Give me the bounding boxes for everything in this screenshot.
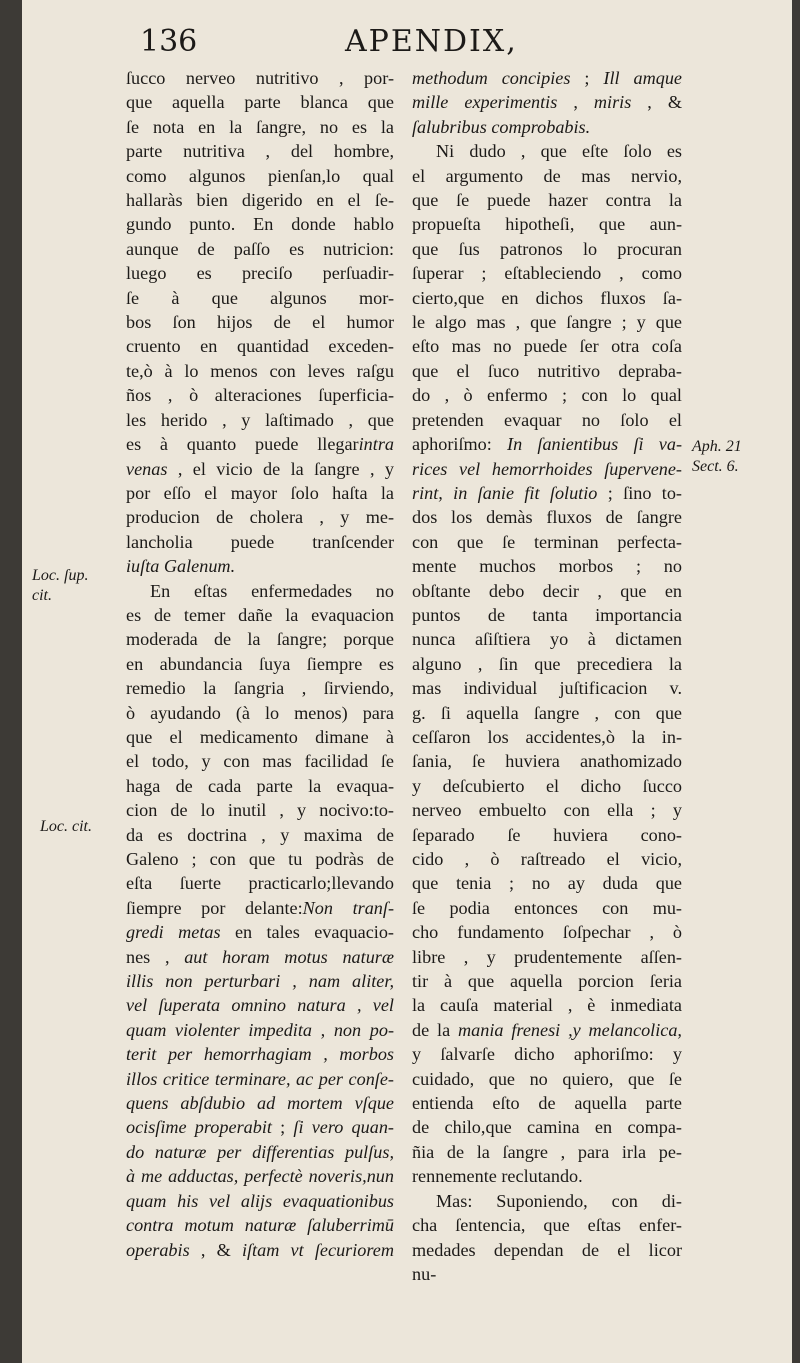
text-line <box>126 652 394 676</box>
text-run: ſucco nerveo nutritivo , por- <box>126 68 394 88</box>
text-run: el todo, y con mas facilidad ſe <box>126 751 394 772</box>
text-line <box>412 66 682 90</box>
text-line <box>412 798 682 822</box>
italic-run: iſtam vt ſecuriorem <box>241 1239 394 1260</box>
text-line <box>412 652 682 676</box>
text-line <box>412 603 682 627</box>
text-line <box>126 1067 394 1091</box>
text-run: ; ſino to- <box>597 482 682 503</box>
text-line <box>126 481 394 505</box>
text-run: ſe podia entonces con mu- <box>412 897 682 918</box>
text-run: en tales evaquacio- <box>220 922 394 943</box>
text-run: como algunos pienſan,lo qual <box>126 165 394 186</box>
text-run: , & <box>631 92 682 113</box>
italic-run: aut horam motus naturæ <box>184 946 394 967</box>
text-run: ſuperar ; eſtableciendo , como <box>412 263 682 284</box>
text-run: hallaràs bien digerido en el ſe- <box>126 190 394 211</box>
text-run: ſe à que algunos mor- <box>126 287 394 308</box>
text-line <box>126 261 394 285</box>
text-line <box>126 920 394 944</box>
text-run: gundo punto. En donde hablo <box>126 214 394 235</box>
text-line <box>412 579 682 603</box>
text-line <box>126 1018 394 1042</box>
text-run: por eſſo el mayor ſolo haſta la <box>126 482 394 503</box>
text-line <box>412 286 682 310</box>
page-header <box>140 24 720 68</box>
text-run: alguno , ſin que precediera la <box>412 653 682 674</box>
text-run: nes , <box>126 946 185 967</box>
text-line <box>412 90 682 114</box>
text-line <box>126 164 394 188</box>
text-line <box>412 383 682 407</box>
text-run: Galeno ; con que tu podràs de <box>126 849 394 869</box>
text-run: eſto mas no puede ſer otra coſa <box>412 336 682 357</box>
text-run: , <box>557 92 594 113</box>
text-line <box>412 774 682 798</box>
text-line <box>126 115 394 139</box>
italic-run: quam his vel alijs evaquationibus <box>126 1190 394 1211</box>
text-line <box>126 188 394 212</box>
text-run: les herido , y laſtimado , que <box>126 409 394 430</box>
page-number: 136 <box>140 24 198 59</box>
text-run: pretenden evaquar no ſolo el <box>412 409 682 430</box>
text-run: nunca aſiſtiera yo à dictamen <box>412 629 682 650</box>
italic-run: ſalubribus comprobabis. <box>412 116 591 137</box>
italic-run: quam violenter impedita , non po- <box>126 1019 394 1040</box>
text-line <box>412 1067 682 1091</box>
text-run: cion de lo inutil , y nocivo:to- <box>126 800 394 821</box>
italic-run: operabis <box>126 1239 190 1260</box>
italic-run: venas <box>126 458 168 479</box>
text-line <box>126 1115 394 1139</box>
text-run: puntos de tanta importancia <box>412 604 682 625</box>
text-line <box>126 676 394 700</box>
text-run: , el vicio de la ſangre , y <box>167 458 394 479</box>
margin-note-left-1 <box>32 566 88 606</box>
text-line <box>412 237 682 261</box>
text-line <box>126 1189 394 1213</box>
text-line <box>412 871 682 895</box>
text-line <box>126 237 394 261</box>
text-run: dos los demàs fluxos de ſangre <box>412 507 682 528</box>
text-line <box>126 383 394 407</box>
text-line <box>126 66 394 90</box>
text-run: ; <box>570 68 604 88</box>
text-line <box>126 1140 394 1164</box>
text-run: tir à que aquella porcion ſeria <box>412 971 682 992</box>
text-line <box>126 457 394 481</box>
italic-run: illis non perturbari , nam aliter, <box>126 971 394 992</box>
text-run: que tenia ; no ay duda que <box>412 873 682 894</box>
text-line <box>412 188 682 212</box>
italic-run: ſi vero quan- <box>293 1117 394 1138</box>
text-run: producion de cholera , y me- <box>126 507 394 528</box>
text-line <box>126 286 394 310</box>
text-line <box>126 530 394 554</box>
text-run: aunque de paſſo es nutricion: <box>126 238 394 259</box>
right-text-column <box>412 66 682 1286</box>
text-run: es de temer dañe la evaquacion <box>126 604 394 625</box>
text-line <box>126 334 394 358</box>
text-line <box>126 896 394 920</box>
text-run: remedio la ſangria , ſirviendo, <box>126 678 394 699</box>
text-run: eſta ſuerte practicarlo;llevando <box>126 873 394 894</box>
text-run: cuidado, que no quiero, que ſe <box>412 1068 682 1089</box>
text-run: , & <box>189 1239 242 1260</box>
text-line <box>412 530 682 554</box>
text-run: Mas: Suponiendo, con di- <box>436 1190 682 1211</box>
text-line <box>126 969 394 993</box>
running-head: APENDIX, <box>345 24 518 59</box>
text-line <box>412 164 682 188</box>
text-line <box>412 969 682 993</box>
italic-run: terit per hemorrhagiam , morbos <box>126 1044 394 1065</box>
text-run: haga de cada parte la evaqua- <box>126 775 394 796</box>
text-line <box>126 823 394 847</box>
text-line <box>126 725 394 749</box>
text-run: cruento en quantidad exceden- <box>126 336 394 357</box>
text-line <box>412 310 682 334</box>
text-run: cha ſentencia, que eſtas enfer- <box>412 1215 682 1236</box>
text-line <box>412 1262 682 1286</box>
text-line <box>412 823 682 847</box>
text-run: ceſſaron los accidentes,ò la in- <box>412 726 682 747</box>
text-line <box>126 798 394 822</box>
italic-run: contra motum naturæ ſaluberrimū <box>126 1215 394 1236</box>
text-run: g. ſi aquella ſangre , con que <box>412 702 682 723</box>
italic-run: mille experimentis <box>412 92 558 113</box>
text-run: ñia de la ſangre , para irla pe- <box>412 1141 682 1162</box>
text-line <box>412 1042 682 1066</box>
margin-note-line: Loc. ſup. <box>32 567 89 584</box>
text-run: bos ſon hijos de el humor <box>126 312 394 333</box>
text-run: que ſe puede hazer contra la <box>412 190 682 211</box>
text-run: nu- <box>412 1263 437 1284</box>
text-run: en abundancia ſuya ſiempre es <box>126 653 394 674</box>
text-run: ños , ò alteraciones ſuperficia- <box>126 385 394 406</box>
margin-note-line: cit. <box>32 587 52 604</box>
text-line <box>126 993 394 1017</box>
text-run: que ſus patronos lo procuran <box>412 238 682 259</box>
text-run: de la <box>412 1019 459 1040</box>
text-run: propueſta hipotheſi, que aun- <box>412 214 682 235</box>
text-run: aphoriſmo: <box>412 434 508 455</box>
text-line <box>412 920 682 944</box>
text-line <box>412 408 682 432</box>
text-run: da es doctrina , y maxima de <box>126 824 394 845</box>
left-text-column <box>126 66 394 1262</box>
text-line <box>126 1164 394 1188</box>
text-run: te,ò à lo menos con leves raſgu <box>126 360 394 381</box>
italic-run: rint, in ſanie fit ſolutio <box>412 482 598 503</box>
text-run: En eſtas enfermedades no <box>150 580 394 601</box>
text-run: cierto,que en dichos fluxos ſa- <box>412 287 682 308</box>
text-line <box>412 896 682 920</box>
text-line <box>126 310 394 334</box>
text-line <box>412 676 682 700</box>
text-run: ; <box>271 1117 294 1138</box>
text-line <box>126 90 394 114</box>
text-line <box>412 1213 682 1237</box>
text-run: do , ò enfermo ; con lo qual <box>412 385 682 406</box>
text-run: moderada de la ſangre; porque <box>126 629 394 650</box>
text-run: luego es preciſo perſuadir- <box>126 263 394 284</box>
italic-run: Ill amque <box>603 68 682 88</box>
italic-run: illos critice terminare, ac per conſe- <box>126 1068 394 1089</box>
text-run: libre , y prudentemente aſſen- <box>412 946 682 967</box>
text-run: le algo mas , que ſangre ; y que <box>412 312 682 333</box>
text-line <box>412 432 682 456</box>
text-run: ſe nota en la ſangre, no es la <box>126 116 394 137</box>
text-run: ſania, ſe huviera anathomizado <box>412 751 682 772</box>
text-line <box>412 359 682 383</box>
text-line <box>126 1238 394 1262</box>
italic-run: In ſanientibus ſi va- <box>507 434 682 455</box>
text-run: que el medicamento dimane à <box>126 726 394 747</box>
text-line <box>126 139 394 163</box>
text-line <box>412 749 682 773</box>
italic-run: iuſta Galenum. <box>126 556 236 577</box>
text-run: obſtante debo decir , que en <box>412 580 682 601</box>
text-line <box>126 945 394 969</box>
italic-run: do naturæ per differentias pulſus, <box>126 1141 394 1162</box>
text-line <box>412 701 682 725</box>
text-line <box>412 945 682 969</box>
text-line <box>412 1238 682 1262</box>
text-line <box>412 725 682 749</box>
text-run: el argumento de mas nervio, <box>412 165 682 186</box>
text-line <box>412 261 682 285</box>
margin-note-line: Sect. 6. <box>692 458 739 475</box>
text-line <box>412 139 682 163</box>
italic-run: mania frenesi ,y melancolica, <box>458 1019 682 1040</box>
text-line <box>412 554 682 578</box>
text-line <box>126 212 394 236</box>
text-run: lancholia puede tranſcender <box>126 531 394 552</box>
text-run: ò ayudando (à lo menos) para <box>126 702 394 723</box>
text-line <box>126 505 394 529</box>
text-run: mente muchos morbos ; no <box>412 556 682 577</box>
text-line <box>412 993 682 1017</box>
italic-run: methodum concipies <box>412 68 571 88</box>
text-line <box>126 1091 394 1115</box>
text-line <box>412 847 682 871</box>
text-line <box>412 457 682 481</box>
text-run: ſeparado ſe huviera cono- <box>412 824 682 845</box>
text-run: Ni dudo , que eſte ſolo es <box>436 141 682 162</box>
text-line <box>126 579 394 603</box>
italic-run: ocisſime properabit <box>126 1117 272 1138</box>
text-run: que el ſuco nutritivo depraba- <box>412 360 682 381</box>
text-line <box>126 432 394 456</box>
text-line <box>126 774 394 798</box>
text-run: es à quanto puede llegar <box>126 434 359 455</box>
text-line <box>412 334 682 358</box>
italic-run: Non tranſ- <box>302 897 394 918</box>
italic-run: quens abſdubio ad mortem vſque <box>126 1093 394 1114</box>
text-line <box>126 847 394 871</box>
text-run: parte nutritiva , del hombre, <box>126 141 394 162</box>
text-line <box>126 627 394 651</box>
text-line <box>412 627 682 651</box>
text-run: cido , ò raſtreado el vicio, <box>412 849 682 869</box>
text-line <box>126 603 394 627</box>
text-line <box>126 701 394 725</box>
text-run: mas individual juſtificacion v. <box>412 678 682 699</box>
text-line <box>412 1140 682 1164</box>
text-run: entienda eſto de aquella parte <box>412 1093 682 1114</box>
italic-run: gredi metas <box>126 922 221 943</box>
text-line <box>412 1018 682 1042</box>
text-line <box>126 749 394 773</box>
text-run: y deſcubierto el dicho ſucco <box>412 775 682 796</box>
italic-run: miris <box>593 92 632 113</box>
text-line <box>412 481 682 505</box>
italic-run: à me adductas, perfectè noveris,nun <box>126 1166 394 1187</box>
text-run: de chilo,que camina en compa- <box>412 1117 682 1138</box>
text-run: rennemente reclutando. <box>412 1166 583 1187</box>
text-line <box>126 1213 394 1237</box>
text-run: y ſalvarſe dicho aphoriſmo: y <box>412 1044 682 1065</box>
italic-run: vel ſuperata omnino natura , vel <box>126 995 394 1016</box>
text-line <box>412 505 682 529</box>
margin-note-left-2: Loc. cit. <box>40 818 92 835</box>
text-line <box>126 871 394 895</box>
text-line <box>412 1189 682 1213</box>
text-run: cho fundamento ſoſpechar , ò <box>412 922 682 943</box>
text-run: medades dependan de el licor <box>412 1239 682 1260</box>
margin-note-right-1 <box>692 437 742 477</box>
text-line <box>412 1164 682 1188</box>
text-line <box>412 1115 682 1139</box>
text-run: nerveo embuelto con ella ; y <box>412 800 682 821</box>
text-line <box>412 212 682 236</box>
italic-run: rices vel hemorrhoides ſupervene- <box>412 458 682 479</box>
text-line <box>126 408 394 432</box>
text-run: que aquella parte blanca que <box>126 92 394 113</box>
text-line <box>412 1091 682 1115</box>
text-line <box>126 554 394 578</box>
italic-run: intra <box>358 434 394 455</box>
text-run: ſiempre por delante: <box>126 897 303 918</box>
text-line <box>412 115 682 139</box>
text-run: con que ſe terminan perfecta- <box>412 531 682 552</box>
text-run: la cauſa material , è inmediata <box>412 995 682 1016</box>
book-page <box>22 0 792 1363</box>
text-line <box>126 359 394 383</box>
text-line <box>126 1042 394 1066</box>
margin-note-line: Aph. 21 <box>692 438 742 455</box>
